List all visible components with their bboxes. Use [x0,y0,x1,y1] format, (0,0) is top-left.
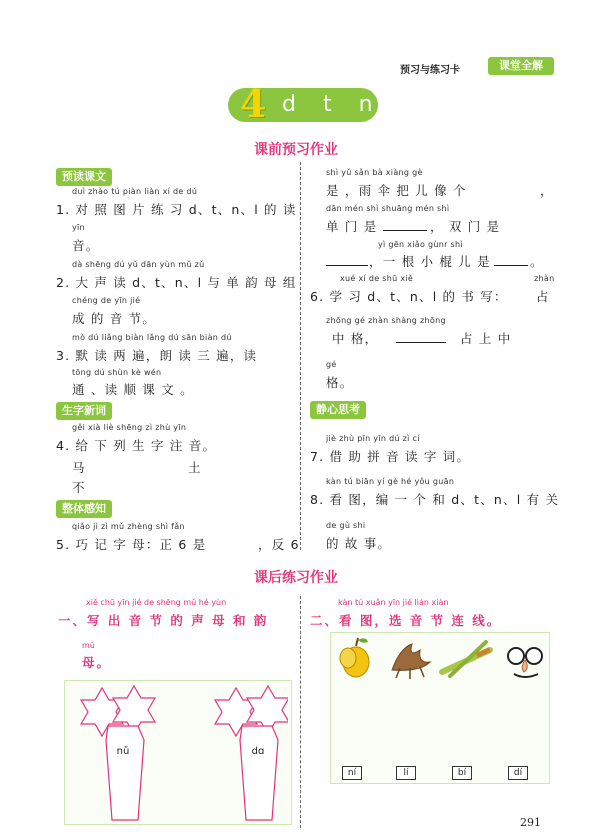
q3-text: 3. 默 读 两 遍，朗 读 三 遍，读 [56,348,258,363]
r3-pinyin: yì gēn xiǎo gùnr shì [378,240,463,249]
vase-1 [106,726,144,820]
r3-blank-2[interactable] [494,265,528,266]
q4-char-1: 马 [72,460,86,475]
q8-pinyin: kàn tú biān yí gè hé yǒu guān [326,477,455,486]
picture-row [330,632,550,682]
column-divider-2 [300,596,301,828]
tag-preview: 预读课文 [56,168,112,186]
tag-newchars: 生字新词 [56,402,112,420]
q4-char-3: 不 [72,480,86,495]
post-q1-pinyin: xiě chū yīn jié de shēng mǔ hé yùn [86,598,227,607]
r2-blank[interactable] [383,230,427,231]
q1-text-2: 音。 [72,238,100,253]
lesson-number: 4 [240,81,267,126]
post-q1-text-2: 母。 [82,655,112,670]
q2-text: 2. 大 声 读 d、t、n、l 与 单 韵 母 组 [56,275,297,290]
r5-pinyin: zhōng gé zhàn shàng zhōng [326,316,446,325]
header-label: 预习与练习卡 [400,65,460,76]
q6-text: 6. 学 习 d、t、n、l 的 书 写： [310,289,508,304]
r3-text: ，一 根 小 棍 儿 是 [369,254,491,269]
q8-pinyin-2: de gù shi [326,521,366,530]
q1-pinyin-2: yīn [72,223,85,232]
r3-text-2: 。 [530,254,544,269]
q5-pinyin: qiǎo jì zì mǔ zhèng shì fǎn [72,522,185,531]
r2-pinyin: dān mén shì shuāng mén shì [326,204,450,213]
nose-glasses-picture [508,648,542,677]
post-class-title: 课后练习作业 [254,570,338,586]
q5-text: 5. 巧 记 字 母：正 6 是 [56,537,207,552]
q3-pinyin: mò dú liǎng biàn lǎng dú sān biàn dú [72,333,232,342]
q8-text-2: 的 故 事。 [326,536,392,551]
r2-text: 单 门 是 [326,219,378,234]
r1-pinyin: shì yǔ sǎn bà xiàng gè [326,168,423,177]
lesson-letters: d t n l [282,92,416,117]
q1-text: 1. 对 照 图 片 练 习 d、t、n、l 的 读 [56,202,297,217]
header-badge: 课堂全解 [488,57,554,75]
flute-picture [442,642,491,676]
q4-text: 4. 给 下 列 生 字 注 音。 [56,438,217,453]
pinyin-box-ni[interactable]: ní [342,766,362,780]
vase-2 [240,726,278,820]
q7-text: 7. 借 助 拼 音 读 字 词。 [310,449,471,464]
post-q1-pinyin-2: mǔ [82,641,95,650]
r2-text-2: ， 双 门 是 [430,219,501,234]
q5-text-2: ，反 6 [258,537,300,552]
q6-pinyin: xué xí de shū xiě [340,274,414,283]
vase-label-2: dɑ [251,746,265,757]
q2-text-2: 成 的 音 节。 [72,311,157,326]
r5-text-2: 占 上 中 [460,331,512,346]
r6-text: 格。 [326,375,354,390]
q3-text-2: 通 、读 顺 课 文 。 [72,382,194,397]
post-q1-text: 一、写 出 音 节 的 声 母 和 韵 [58,613,269,628]
q4-char-2: 土 [188,460,202,475]
q6-pinyin-2: zhàn [534,274,555,283]
roots-picture [392,644,430,679]
q2-pinyin: dà shēng dú yǔ dān yùn mǔ zǔ [72,260,205,269]
q7-pinyin: jiè zhù pīn yīn dú zì cí [326,434,420,443]
r5-blank[interactable] [396,342,446,343]
pre-class-title: 课前预习作业 [254,142,338,158]
pinyin-box-bi[interactable]: bí [452,766,472,780]
q8-text: 8. 看 图，编 一 个 和 d、t、n、l 有 关 [310,492,560,507]
r1-text: 是 ，雨 伞 把 儿 像 个 [326,183,467,198]
r3-blank-1[interactable] [326,265,368,266]
pear-picture [340,638,369,677]
r5-text: 中 格， [332,331,379,346]
q2-pinyin-2: chéng de yīn jié [72,296,141,305]
post-q2-text: 二、看 图，选 音 节 连 线。 [310,613,502,628]
pinyin-box-li[interactable]: lí [396,766,416,780]
r6-pinyin: gé [326,360,337,369]
q1-pinyin: duì zhào tú piàn liàn xí de dú [72,187,198,196]
pinyin-box-di[interactable]: dí [508,766,528,780]
q3-pinyin-2: tōng dú shùn kè wén [72,368,162,377]
q6-text-2: 占 [536,289,550,304]
vase-label-1: nǔ [116,746,130,757]
q4-pinyin: gěi xià liè shēng zì zhù yīn [72,423,187,432]
page-number: 291 [520,816,541,829]
tag-think: 静心思考 [310,401,366,419]
column-divider [300,162,301,550]
tag-overall: 整体感知 [56,500,112,518]
r1-comma: ， [540,183,554,198]
post-q2-pinyin: kàn tú xuǎn yīn jié lián xiàn [338,598,449,607]
